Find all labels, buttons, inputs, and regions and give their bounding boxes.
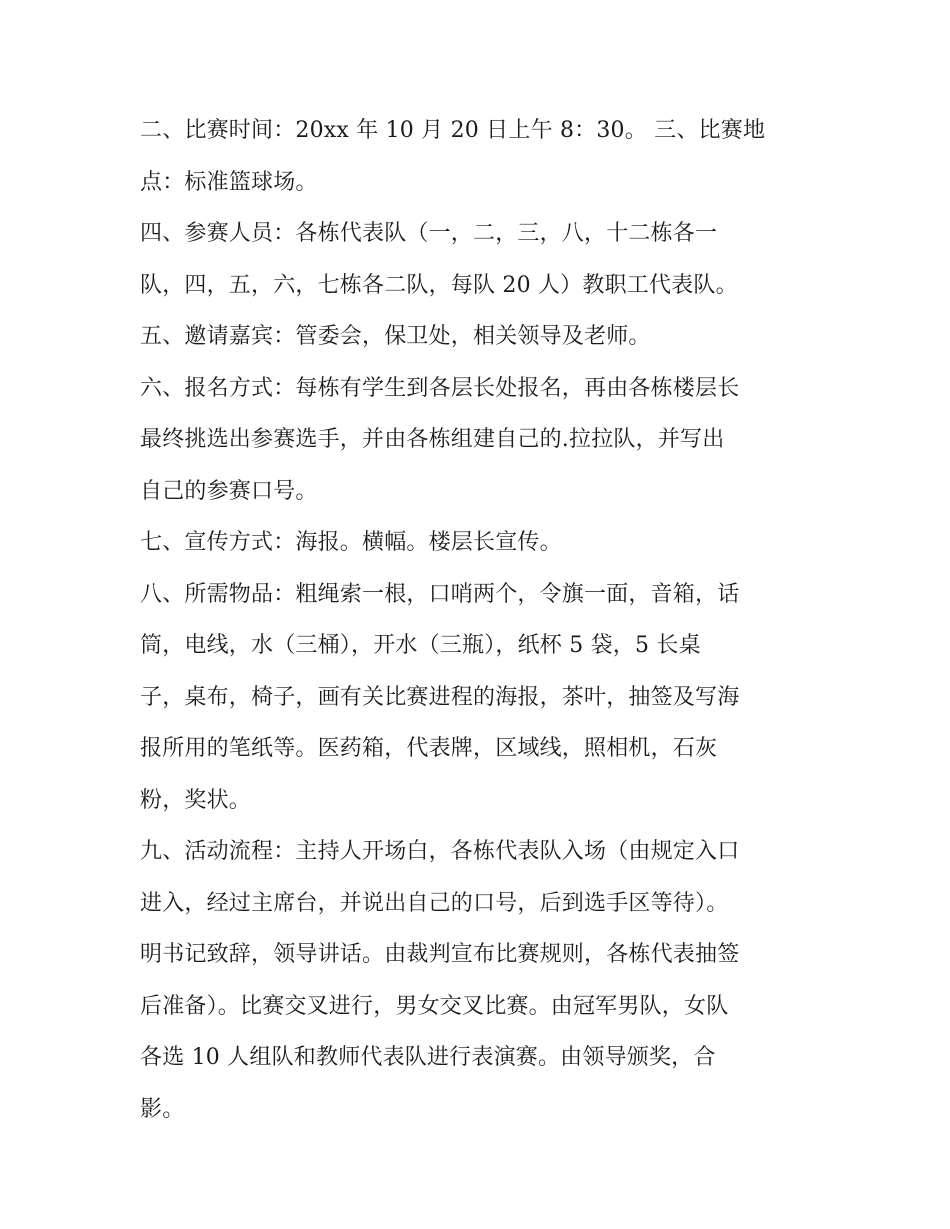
text-line: 九、活动流程：主持人开场白，各栋代表队入场（由规定入口 — [140, 839, 740, 864]
text-line: 自己的参赛口号。 — [140, 478, 318, 504]
text-line: 七、宣传方式：海报。横幅。楼层长宣传。 — [140, 530, 562, 555]
text-line: 粉，奖状。 — [140, 787, 252, 813]
document-body — [140, 105, 820, 1135]
text-line: 五、邀请嘉宾：管委会，保卫处，相关领导及老师。 — [140, 324, 651, 349]
text-line: 影。 — [140, 1096, 185, 1122]
text-line: 二、比赛时间：20xx 年 10 月 20 日上午 8：30。 三、比赛地 — [140, 118, 766, 143]
text-line: 八、所需物品：粗绳索一根，口哨两个，令旗一面，音箱，话 — [140, 581, 740, 607]
text-line: 后准备）。比赛交叉进行，男女交叉比赛。由冠军男队，女队 — [140, 993, 729, 1019]
text-line: 进入，经过主席台，并说出自己的口号，后到选手区等待）。 — [140, 890, 729, 916]
text-line: 报所用的笔纸等。医药箱，代表牌，区域线，照相机，石灰 — [140, 736, 718, 761]
text-line: 点：标准篮球场。 — [140, 169, 318, 195]
text-line: 最终挑选出参赛选手，并由各栋组建自己的.拉拉队，并写出 — [140, 427, 725, 452]
text-line: 明书记致辞，领导讲话。由裁判宣布比赛规则，各栋代表抽签 — [140, 942, 740, 967]
text-line: 筒，电线，水（三桶），开水（三瓶），纸杯 5 袋，5 长桌 — [140, 633, 701, 658]
text-line: 四、参赛人员：各栋代表队（一，二，三，八，十二栋各一 — [140, 221, 718, 246]
text-line: 六、报名方式：每栋有学生到各层长处报名，再由各栋楼层长 — [140, 375, 740, 401]
text-line: 各选 10 人组队和教师代表队进行表演赛。由领导颁奖，合 — [140, 1045, 716, 1070]
text-line: 队，四，五，六，七栋各二队，每队 20 人）教职工代表队。 — [140, 272, 738, 298]
text-line: 子，桌布，椅子，画有关比赛进程的海报，茶叶，抽签及写海 — [140, 684, 740, 710]
